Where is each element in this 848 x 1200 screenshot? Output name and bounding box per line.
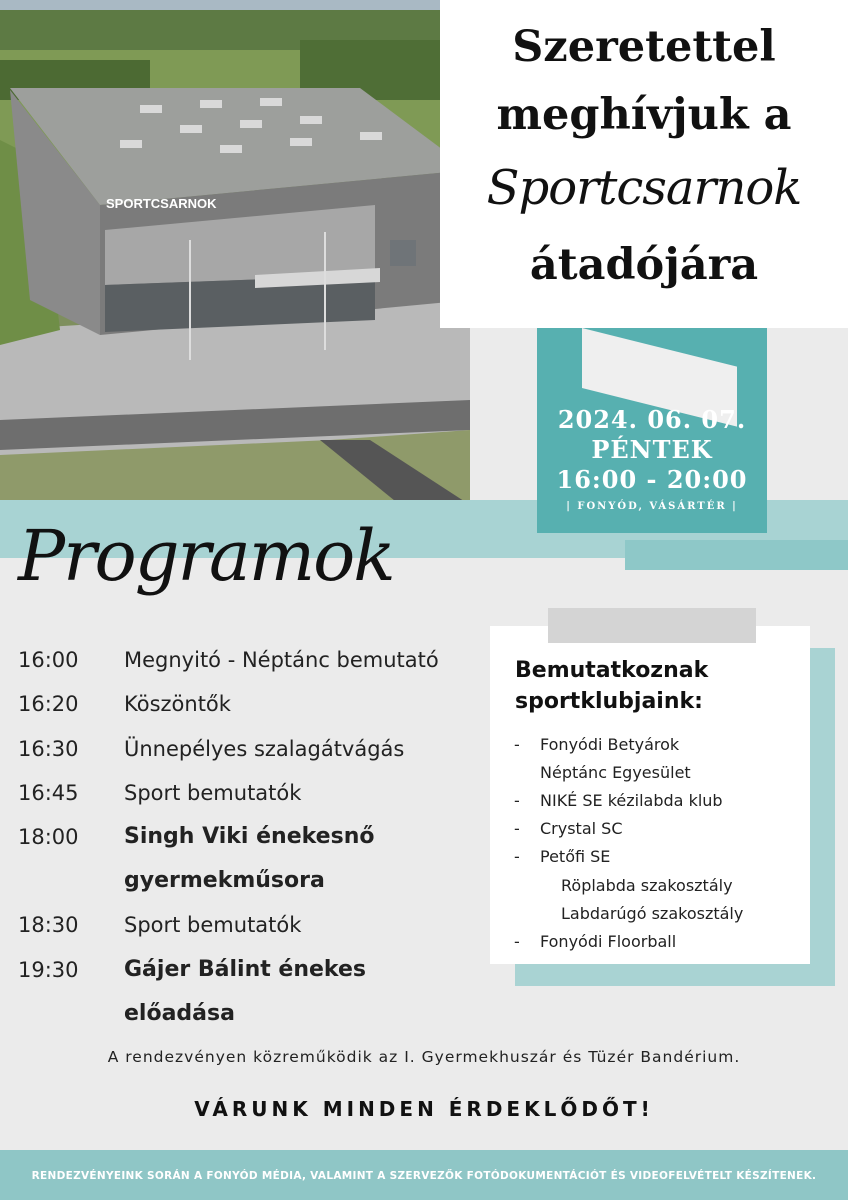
club-name: Néptánc Egyesület	[540, 763, 691, 782]
club-dash: -	[514, 819, 520, 838]
club-item	[561, 900, 743, 928]
welcome-text: VÁRUNK MINDEN ÉRDEKLŐDŐT!	[194, 1097, 654, 1121]
club-item	[514, 731, 680, 759]
club-dash: -	[514, 735, 520, 754]
club-item	[514, 928, 677, 956]
clubs-box-tab	[548, 608, 756, 643]
club-item	[514, 787, 723, 815]
schedule-time: 18:30	[18, 913, 79, 937]
club-item	[561, 872, 733, 900]
clubs-title: Bemutatkoznak sportklubjaink:	[515, 658, 709, 714]
cooperation-text: A rendezvényen közreműködik az I. Gyermekhuszár és Tüzér Bandérium.	[107, 1048, 741, 1066]
club-name: Fonyódi Betyárok	[540, 735, 680, 754]
club-name: Röplabda szakosztály	[561, 876, 733, 895]
sports-hall-photo	[0, 0, 470, 505]
schedule-event: Sport bemutatók	[124, 913, 302, 937]
club-item	[514, 815, 623, 843]
schedule-event: Megnyitó - Néptánc bemutató	[124, 648, 439, 672]
club-name: Labdarúgó szakosztály	[561, 904, 744, 923]
club-dash: -	[514, 847, 520, 866]
club-item	[540, 759, 691, 787]
sports-hall-illustration	[0, 0, 470, 505]
schedule-event: Ünnepélyes szalagátvágás	[124, 737, 405, 761]
schedule-time: 19:30	[18, 958, 79, 982]
schedule-event: Singh Viki énekesnő gyermekműsora	[124, 824, 375, 893]
schedule-time: 16:20	[18, 692, 79, 716]
club-name: Crystal SC	[540, 819, 623, 838]
schedule-time: 16:45	[18, 781, 79, 805]
club-dash: -	[514, 791, 520, 810]
schedule-time: 16:30	[18, 737, 79, 761]
title-line-2: meghívjuk a	[496, 90, 792, 140]
club-item	[514, 843, 611, 871]
schedule-event: Gájer Bálint énekes előadása	[124, 957, 366, 1026]
event-info	[537, 405, 767, 512]
club-name: Fonyódi Floorball	[540, 932, 677, 951]
schedule-time: 16:00	[18, 648, 79, 672]
event-location: | FONYÓD, VÁSÁRTÉR |	[566, 501, 738, 512]
footer-text: RENDEZVÉNYEINK SORÁN A FONYÓD MÉDIA, VALAMINT A SZERVEZŐK FOTÓDOKUMENTÁCIÓT ÉS VIDEOFELVÉTELT KÉSZÍTENEK.	[31, 1170, 817, 1182]
schedule-time: 18:00	[18, 825, 79, 849]
club-dash: -	[514, 932, 520, 951]
teal-band-accent	[625, 540, 848, 570]
event-time: 16:00 - 20:00	[556, 465, 748, 494]
title-line-4: átadójára	[529, 240, 759, 290]
programs-heading: Programok	[18, 515, 394, 597]
club-name: NIKÉ SE kézilabda klub	[540, 791, 723, 810]
title-box	[440, 0, 848, 328]
title-line-3: Sportcsarnok	[486, 160, 802, 216]
schedule-event: Köszöntők	[124, 692, 231, 716]
building-sign: SPORTCSARNOK	[106, 196, 217, 211]
event-date: 2024. 06. 07.	[557, 405, 747, 434]
schedule-event: Sport bemutatók	[124, 781, 302, 805]
club-name: Petőfi SE	[540, 847, 611, 866]
title-line-1: Szeretettel	[512, 22, 776, 72]
event-day: PÉNTEK	[591, 435, 713, 464]
